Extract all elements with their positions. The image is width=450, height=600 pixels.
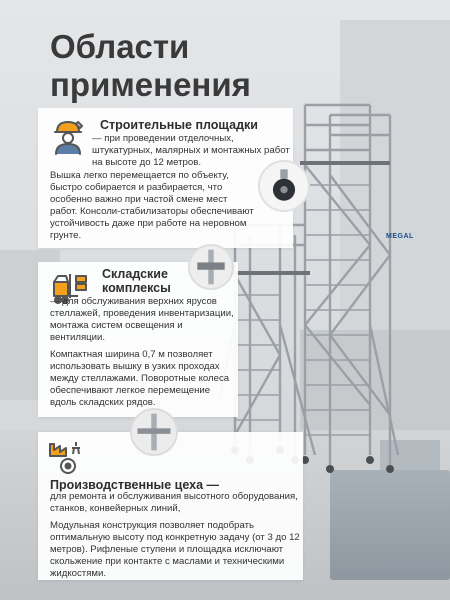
section-summary: — при проведении отделочных, штукатурных, малярных и монтажных работ на высоте до 12 метров. [92,133,290,168]
section-summary: — для обслуживания верхних ярусов стеллажей, проведения инвентаризации, монтажа систем освещения и вентиляции. [50,296,234,343]
section-body: Вышка легко перемещается по объекту, быстро собирается и разбирается, что особенно важно при частой смене мест работ. Консоли-стабилизаторы обеспечивают устойчивость даже при работе на неровном грунте. [50,170,254,241]
section-title: Складские комплексы [102,267,171,295]
section-body: Компактная ширина 0,7 м позволяет использовать вышку в узких проходах между стеллажами. Поворотные колеса обеспечивают легкое перемещение вдоль складских рядов. [50,349,230,408]
page-title-line-1: Области [50,28,190,65]
construction-worker-icon [48,116,88,156]
brand-sign: MEGAL [386,233,414,240]
section-body: Модульная конструкция позволяет подобрать оптимальную высоту под конкретную задачу (от 3 до 12 метров). Рифленые ступени и площадка исключают скольжение при контакте с маслами и техническими жидкостями. [50,520,300,579]
page-title-line-2: применения [50,66,251,103]
page-title [50,28,251,104]
section-summary: для ремонта и обслуживания высотного оборудования, станков, конвейерных линий, [50,491,298,514]
caster-wheel-image [258,160,310,212]
section-title: Строительные площадки [100,118,258,132]
scaffold-clamp-image [188,244,234,290]
section-title: Производственные цеха — [50,478,220,492]
background-machine [330,470,450,580]
factory-gear-icon [46,436,86,476]
scaffold-joint-image [130,408,178,456]
